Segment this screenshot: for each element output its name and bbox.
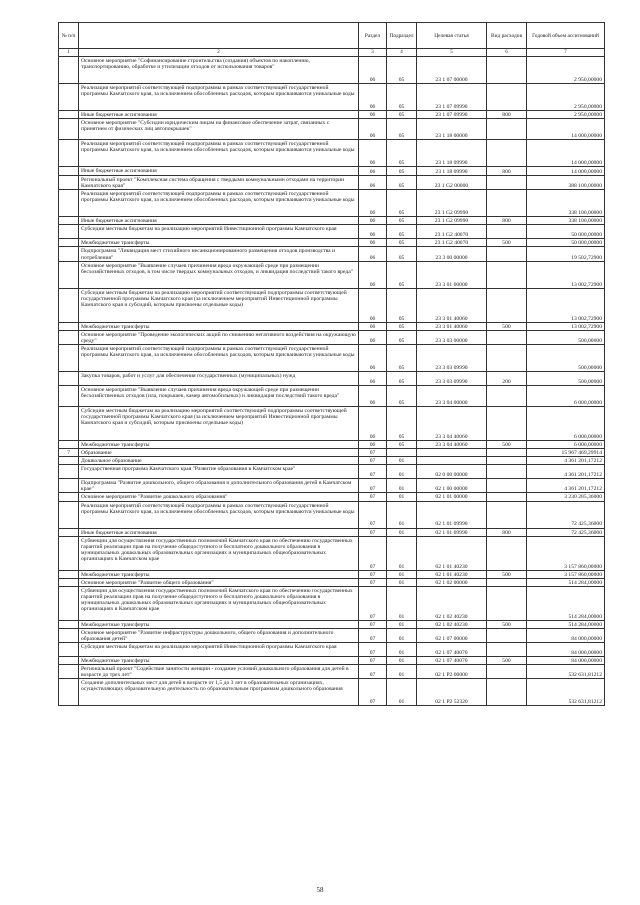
table-row: Иные бюджетные ассигнования 06 05 23 1 07 09990 800 2 950,00000 [59,111,605,119]
budget-table-sheet [58,22,604,706]
table-row: Субсидии местным бюджетам на реализацию мероприятий соответствующей подпрограммы соответствующей государственной программы Камчатского края (за исключением мероприятий Инвестиционной программы Камчатского края и субсидий, которым присвоены отдельные коды) 06 05 23 3 01 40060 13 002,72900 [59,288,605,322]
table-row: Региональный проект "Комплексная система обращения с твердыми коммунальными отходами на территории Камчатского края" 06 05 23 1 G2 00000 388 100,00000 [59,176,605,190]
table-row: Подпрограмма "Ликвидация мест стихийного несанкционированного размещения отходов производства и потребления" 06 05 23 3 00 00000 19 502,72900 [59,247,605,261]
table-header-row: № п/п Раздел Подраздел Целевая статья Вид расходов Годовой объем ассигнований [59,23,605,49]
table-row: Субсидии местным бюджетам на реализацию мероприятий соответствующей подпрограммы соответствующей государственной программы Камчатского края (за исключением мероприятий Инвестиционной программы Камчатского края и субсидий, которым присвоены отдельные коды) 06 05 23 3 04 40060 6 000,00000 [59,406,605,440]
table-row: Межбюджетные трансферты 06 05 23 3 04 40060 500 6 000,00000 [59,440,605,448]
table-row: Создание дополнительных мест для детей в возрасте от 1,5 до 3 лет в образовательных организациях, осуществляющих образовательную деятельность по образовательным программам дошкольного образования 07 01 02 1 P2 52320 532 631,81212 [59,679,605,706]
table-row: Субсидии местным бюджетам на реализацию мероприятий Инвестиционной программы Камчатского края 06 05 23 1 G2 40070 50 000,00000 [59,225,605,239]
table-row: Межбюджетные трансферты 06 05 23 1 G2 40070 500 50 000,00000 [59,239,605,247]
table-row: Дошкольное образование 07 01 4 361 201,17212 [59,457,605,465]
table-row: Межбюджетные трансферты 07 01 02 1 02 40230 500 514 284,00000 [59,620,605,628]
table-row: Государственная программа Камчатского края "Развитие образования в Камчатском крае" 07 01 02 0 00 00000 4 361 201,17212 [59,465,605,479]
table-row: Субсидии местным бюджетам на реализацию мероприятий Инвестиционной программы Камчатского края 07 01 02 1 07 40070 84 000,00000 [59,643,605,657]
budget-table [58,22,605,706]
table-row: Реализация мероприятий соответствующей подпрограммы в рамках соответствующей государственной программы Камчатского края, за исключением обособленных расходов, которым присваиваются уникальные коды 07 01 02 1 01 09990 72 425,36000 [59,501,605,528]
table-row: Основное мероприятие "Развитие общего образования" 07 01 02 1 02 00000 514 284,00000 [59,578,605,586]
table-row: Основное мероприятие "Софинансирование строительства (создания) объектов по накоплению, транспортированию, обработке и утилизации отходов от использования товаров" 06 05 23 1 07 00000 2 950,00000 [59,57,605,84]
table-row: Основное мероприятие "Развитие инфраструктуры дошкольного, общего образования и дополнительного образования детей" 07 01 02 1 07 00000 84 000,00000 [59,628,605,642]
table-row: Реализация мероприятий соответствующей подпрограммы в рамках соответствующей государственной программы Камчатского края, за исключением обособленных расходов, которым присваиваются уникальные коды 06 05 23 1 18 09990 14 000,00000 [59,140,605,167]
table-row: Реализация мероприятий соответствующей подпрограммы в рамках соответствующей государственной программы Камчатского края, за исключением обособленных расходов, которым присваиваются уникальные коды 06 05 23 1 07 09990 2 950,00000 [59,84,605,111]
table-row: Региональный проект "Содействие занятости женщин - создание условий дошкольного образования для детей в возрасте до трех лет" 07 01 02 1 P2 00000 532 631,81212 [59,665,605,679]
table-row: Субвенции для осуществления государственных полномочий Камчатского края по обеспечению государственных гарантий реализации прав на получение общедоступного и бесплатного дошкольного образования в муниципальных дошкольных образовательных организациях и муниципальных общеобразовательных организациях в Камчатском крае 07 01 02 1 01 40230 3 157 860,00000 [59,536,605,570]
table-row: Межбюджетные трансферты 07 01 02 1 07 40070 500 84 000,00000 [59,657,605,665]
table-row: Основное мероприятие "Выявление случаев причинения вреда окружающей среде при размещении бесхозяйственных отходов, в том числе твердых коммунальных отходов, и ликвидация последствий такого вреда" 06 05 23 3 01 00000 13 002,72900 [59,261,605,288]
table-row: Иные бюджетные ассигнования 07 01 02 1 01 09990 800 72 425,36000 [59,528,605,536]
table-row: Межбюджетные трансферты 07 01 02 1 01 40230 500 3 157 860,00000 [59,570,605,578]
table-row: Подпрограмма "Развитие дошкольного, общего образования и дополнительного образования детей в Камчатском крае" 07 01 02 1 00 00000 4 361 201,17212 [59,479,605,493]
table-row: Иные бюджетные ассигнования 06 05 23 1 G2 09990 800 338 100,00000 [59,217,605,225]
table-row: 7 Образование 07 15 967 469,29914 [59,449,605,457]
table-row: Закупка товаров, работ и услуг для обеспечения государственных (муниципальных) нужд 06 05 23 3 03 09990 200 500,00000 [59,371,605,385]
table-row: Межбюджетные трансферты 06 05 23 3 01 40060 500 13 002,72900 [59,322,605,330]
table-row: Основное мероприятие "Субсидии юридическим лицам на финансовое обеспечение затрат, связанных с принятием от физических лиц автопокрышек" 06 05 23 1 18 00000 14 000,00000 [59,119,605,140]
table-row: Реализация мероприятий соответствующей подпрограммы в рамках соответствующей государственной программы Камчатского края, за исключением обособленных расходов, которым присваиваются уникальные коды 06 05 23 1 G2 09990 338 100,00000 [59,190,605,217]
budget-table-body [59,23,605,706]
table-row: Реализация мероприятий соответствующей подпрограммы в рамках соответствующей государственной программы Камчатского края, за исключением обособленных расходов, которым присваиваются уникальные коды 06 05 23 3 03 09990 500,00000 [59,344,605,371]
table-row: Субвенции для осуществления государственных полномочий Камчатского края по обеспечению государственных гарантий реализации прав на получение общедоступного и бесплатного дошкольного образования в муниципальных дошкольных образовательных организациях и муниципальных общеобразовательных организациях в Камчатском крае 07 01 02 1 02 40230 514 284,00000 [59,586,605,620]
page-number: 58 [316,886,324,894]
table-row: Основное мероприятие "Проведение экологических акций по снижению негативного воздействия на окружающую среду" 06 05 23 3 03 00000 500,00000 [59,330,605,344]
table-row: Основное мероприятие "Выявление случаев причинения вреда окружающей среде при размещении бесхозяйственных отходов (ила, покрышек, камер автомобильных) и ликвидация последствий такого вреда" 06 05 23 3 04 00000 6 000,00000 [59,385,605,406]
table-row: Основное мероприятие "Развитие дошкольного образования" 07 01 02 1 01 00000 3 230 285,36000 [59,493,605,501]
column-number-row: 1 2 3 4 5 6 7 [59,49,605,57]
table-row: Иные бюджетные ассигнования 06 05 23 1 18 09990 800 14 000,00000 [59,167,605,176]
